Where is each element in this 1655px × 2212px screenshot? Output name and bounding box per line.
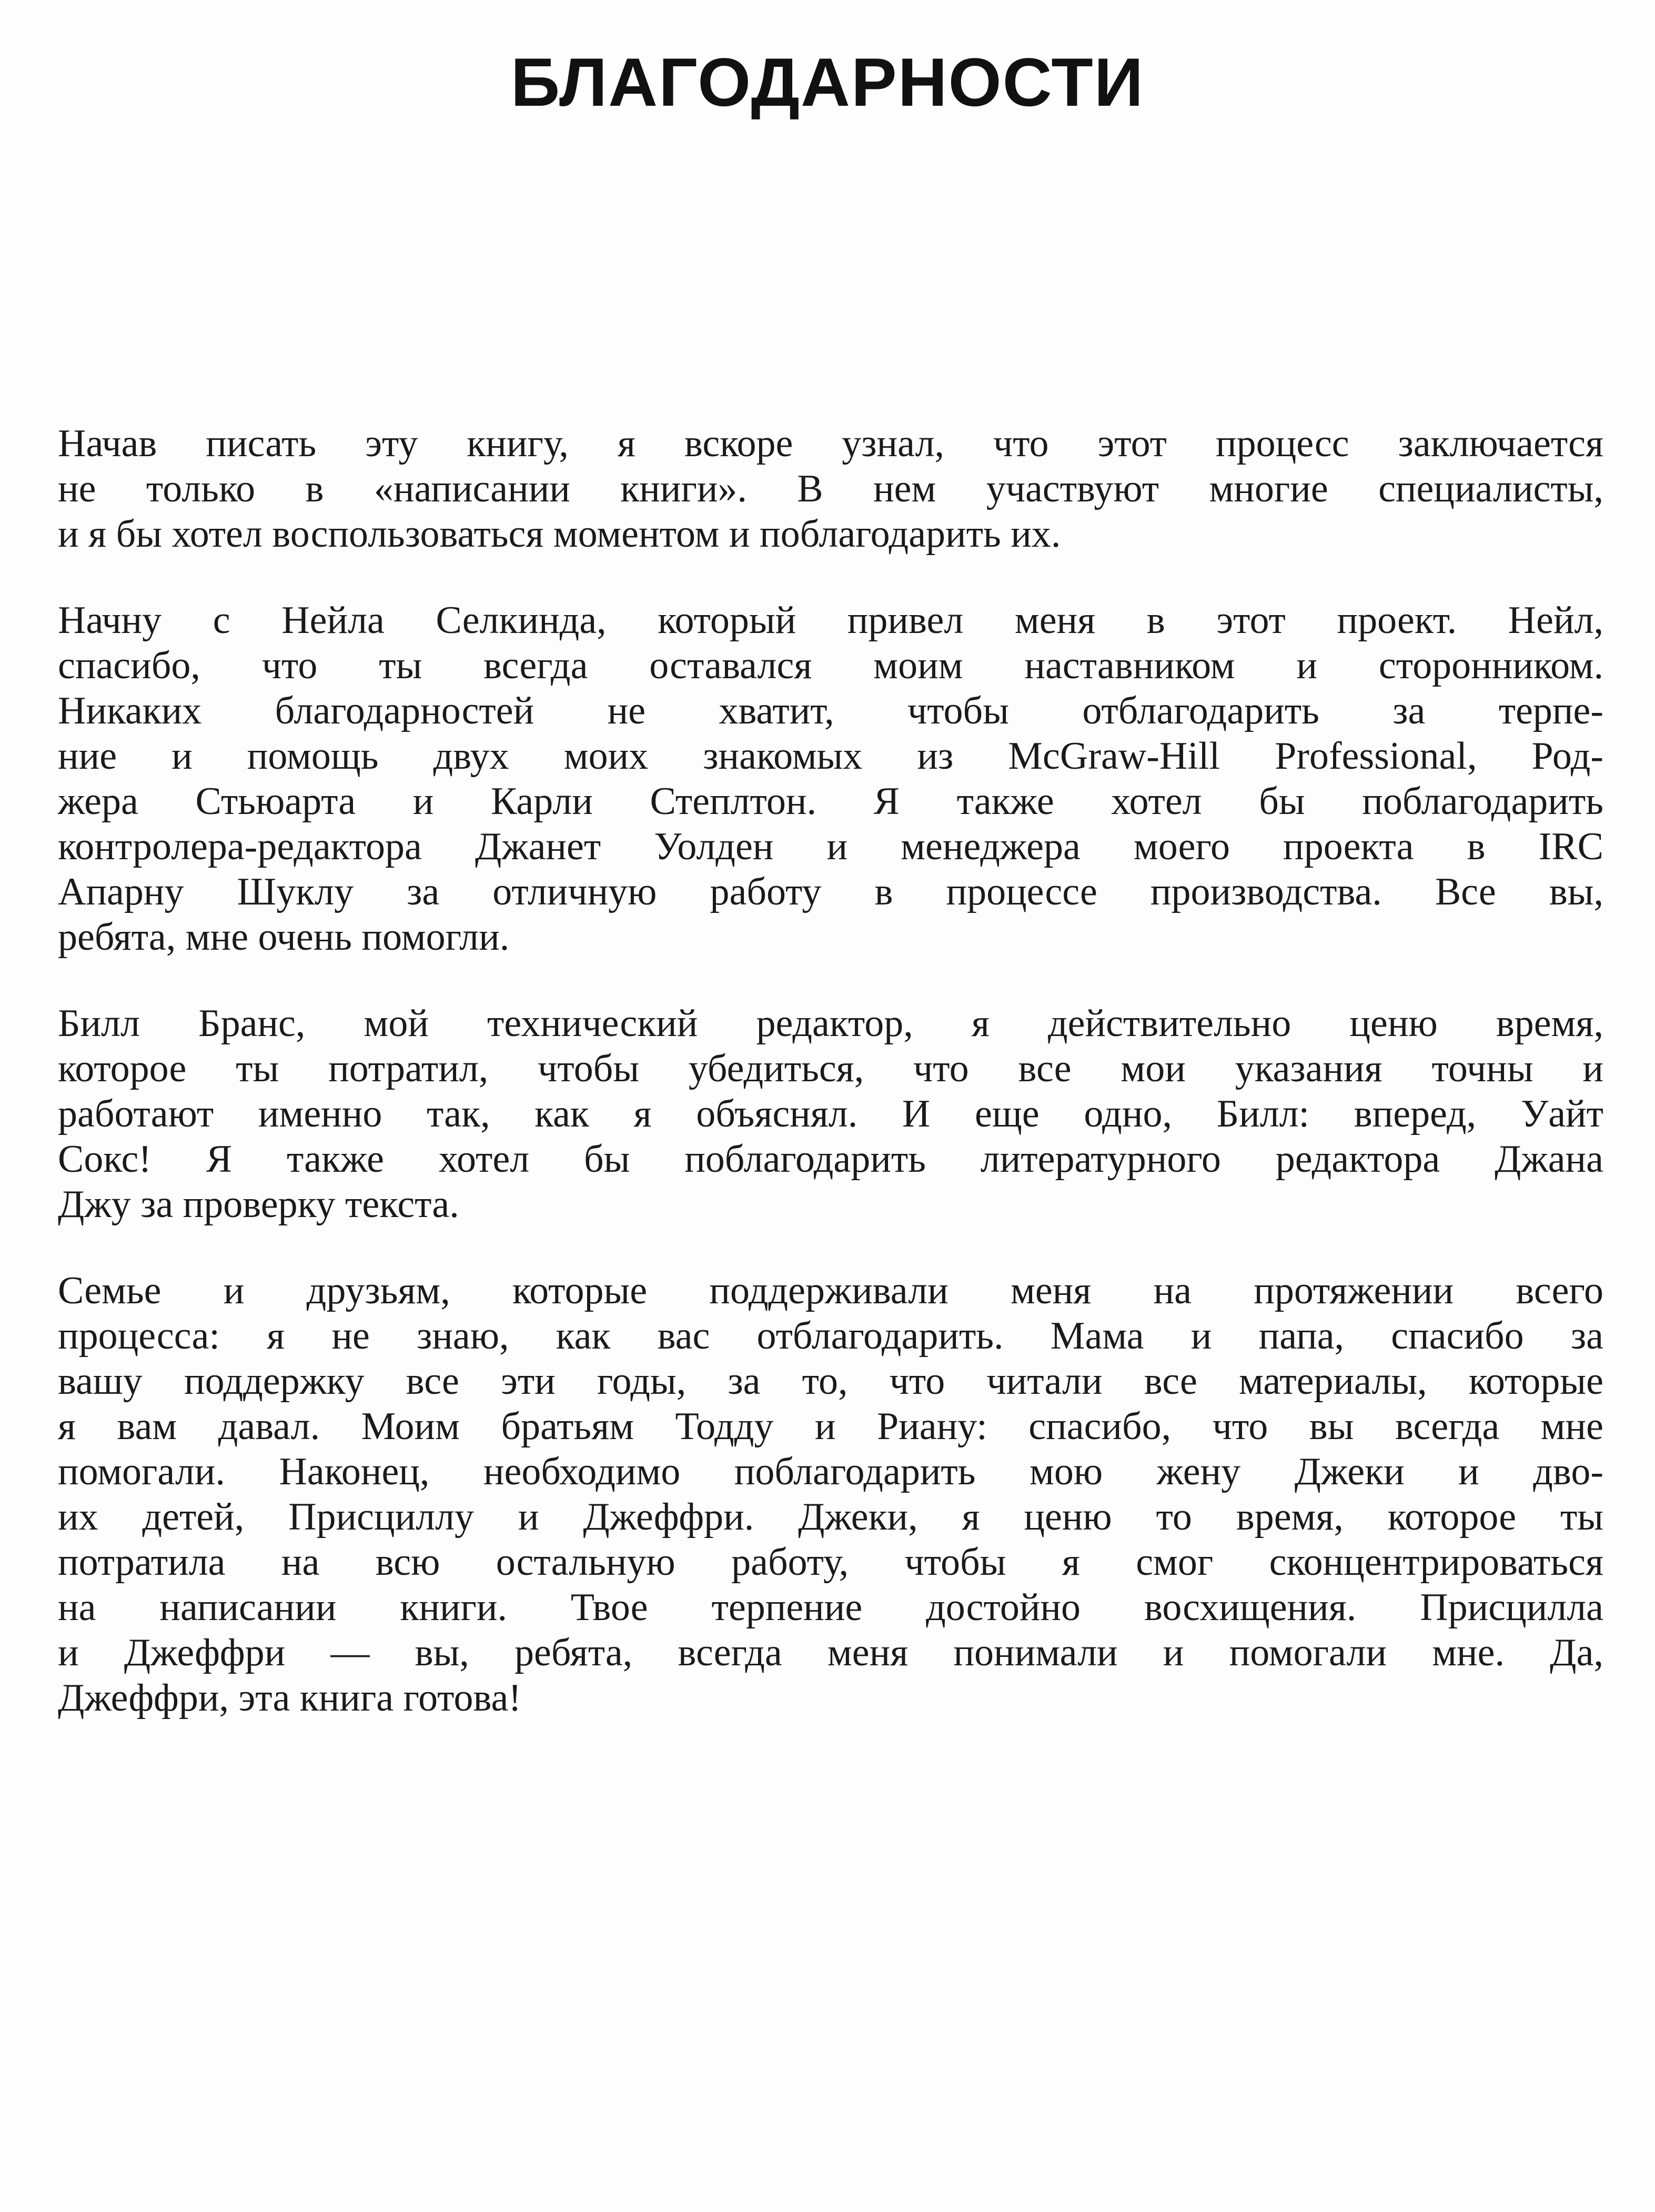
text-line: которое ты потратил, чтобы убедиться, что все мои указания точны и (58, 1047, 1603, 1090)
text-line: Апарну Шуклу за отличную работу в процессе производства. Все вы, (58, 870, 1603, 913)
text-line: Начну с Нейла Селкинда, который привел меня в этот проект. Нейл, (58, 599, 1603, 642)
text-line: и я бы хотел воспользоваться моментом и поблагодарить их. (58, 512, 1061, 556)
paragraph-3 (58, 1001, 1603, 1227)
text-line: вашу поддержку все эти годы, за то, что читали все материалы, которые (58, 1360, 1603, 1403)
text-line: работают именно так, как я объяснял. И еще одно, Билл: вперед, Уайт (58, 1092, 1603, 1135)
text-line: Билл Бранс, мой технический редактор, я действительно ценю время, (58, 1002, 1603, 1045)
text-line: Никаких благодарностей не хватит, чтобы отблагодарить за терпе- (58, 689, 1603, 732)
text-line: потратила на всю остальную работу, чтобы я смог сконцентрироваться (58, 1541, 1603, 1584)
acknowledgements-text (58, 421, 1603, 1762)
text-line: Джу за проверку текста. (58, 1183, 459, 1226)
text-line: и Джеффри — вы, ребята, всегда меня понимали и помогали мне. Да, (58, 1631, 1603, 1674)
text-line: на написании книги. Твое терпение достойно восхищения. Присцилла (58, 1586, 1603, 1629)
text-line: жера Стьюарта и Карли Степлтон. Я также хотел бы поблагодарить (58, 780, 1603, 823)
paragraph-2 (58, 598, 1603, 960)
text-line: Сокс! Я также хотел бы поблагодарить литературного редактора Джана (58, 1138, 1603, 1181)
text-line: контролера-редактора Джанет Уолден и менеджера моего проекта в IRC (58, 825, 1603, 868)
paragraph-4 (58, 1268, 1603, 1721)
text-line: Начав писать эту книгу, я вскоре узнал, что этот процесс заключается (58, 422, 1603, 465)
paragraph-1 (58, 421, 1603, 557)
text-line: ребята, мне очень помогли. (58, 916, 510, 959)
text-line: спасибо, что ты всегда оставался моим наставником и сторонником. (58, 644, 1603, 687)
text-line: их детей, Присциллу и Джеффри. Джеки, я ценю то время, которое ты (58, 1495, 1603, 1539)
text-line: процесса: я не знаю, как вас отблагодарить. Мама и папа, спасибо за (58, 1314, 1603, 1358)
page-title: БЛАГОДАРНОСТИ (510, 44, 1145, 120)
text-line: не только в «написании книги». В нем участвуют многие специалисты, (58, 467, 1603, 510)
text-line: помогали. Наконец, необходимо поблагодарить мою жену Джеки и дво- (58, 1450, 1603, 1493)
text-line: ние и помощь двух моих знакомых из McGraw-Hill Professional, Род- (58, 735, 1603, 778)
text-line: Семье и друзьям, которые поддерживали меня на протяжении всего (58, 1269, 1603, 1312)
text-line: Джеффри, эта книга готова! (58, 1676, 521, 1720)
text-line: я вам давал. Моим братьям Тодду и Риану: спасибо, что вы всегда мне (58, 1405, 1603, 1448)
